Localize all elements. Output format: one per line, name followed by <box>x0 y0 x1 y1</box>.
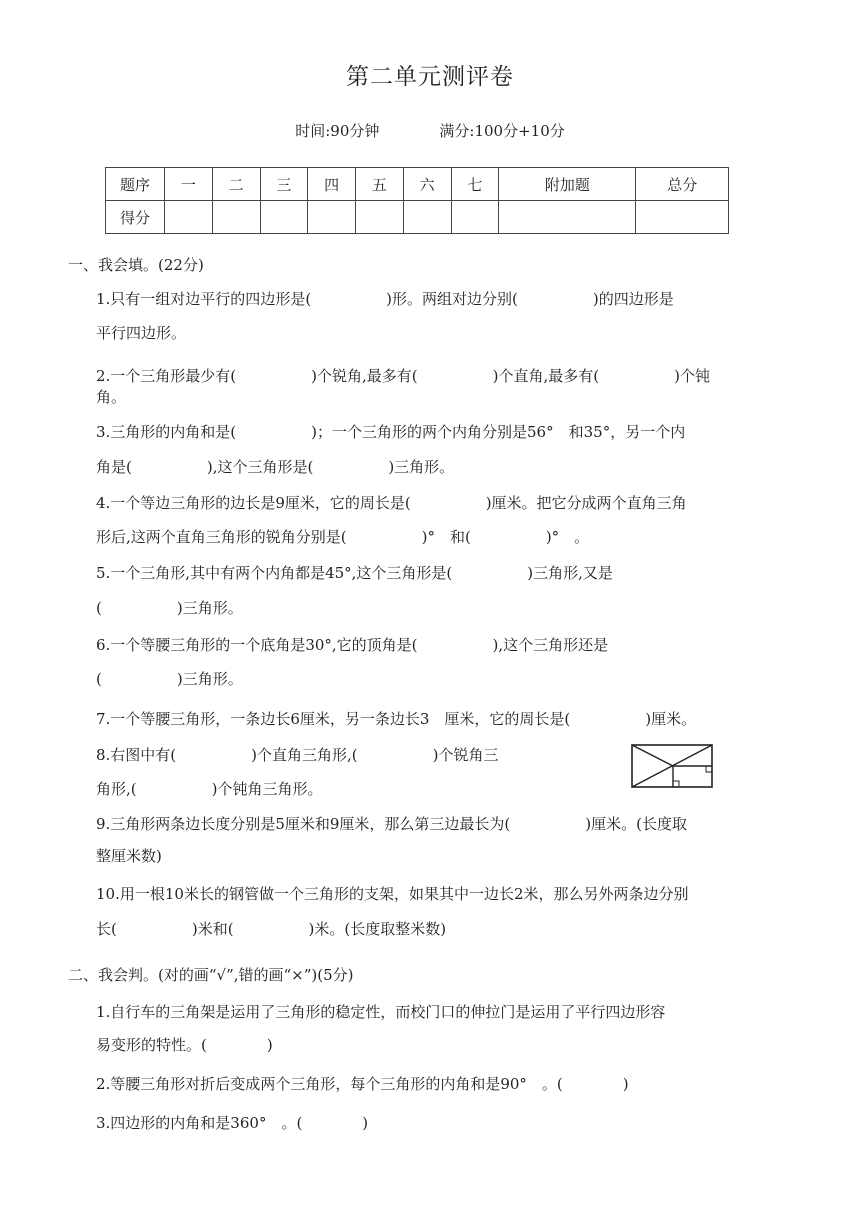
question-line: 2.等腰三角形对折后变成两个三角形，每个三角形的内角和是90° 。( ) <box>96 1075 629 1093</box>
question-line: 形后,这两个直角三角形的锐角分别是( )° 和( )° 。 <box>96 528 590 546</box>
score-header-cell: 四 <box>308 168 356 201</box>
rectangle-triangles-figure <box>631 744 713 788</box>
question-line: 8.右图中有( )个直角三角形,( )个锐角三 <box>96 746 499 764</box>
score-header-cell: 题序 <box>106 168 165 201</box>
exam-meta <box>0 120 860 141</box>
score-header-cell: 六 <box>403 168 451 201</box>
question-line: 3.三角形的内角和是( )；一个三角形的两个内角分别是56° 和35°，另一个内 <box>96 423 686 441</box>
page-title: 第二单元测评卷 <box>346 64 514 90</box>
score-header-cell: 总分 <box>636 168 729 201</box>
score-header-cell: 二 <box>212 168 260 201</box>
score-cell[interactable] <box>451 201 499 234</box>
score-cell[interactable] <box>403 201 451 234</box>
score-cell[interactable] <box>499 201 636 234</box>
question-line: 7.一个等腰三角形，一条边长6厘米，另一条边长3 厘米，它的周长是( )厘米。 <box>96 710 697 728</box>
section-heading-fill: 一、我会填。(22分) <box>68 256 204 274</box>
question-line: 角是( ),这个三角形是( )三角形。 <box>96 458 455 476</box>
section-heading-judge: 二、我会判。(对的画“√”,错的画“×”)(5分) <box>68 966 354 984</box>
score-cell[interactable] <box>260 201 308 234</box>
score-row-label: 得分 <box>106 201 165 234</box>
question-line: 4.一个等边三角形的边长是9厘米，它的周长是( )厘米。把它分成两个直角三角 <box>96 494 687 512</box>
question-line: 3.四边形的内角和是360° 。( ) <box>96 1114 369 1132</box>
question-line: 整厘米数) <box>96 847 162 865</box>
question-line: 长( )米和( )米。(长度取整米数) <box>96 920 447 938</box>
exam-full-score: 满分:100分+10分 <box>439 122 565 140</box>
score-header-cell: 七 <box>451 168 499 201</box>
question-line: 角形,( )个钝角三角形。 <box>96 780 323 798</box>
score-table <box>105 167 729 234</box>
question-line: 易变形的特性。( ) <box>96 1036 273 1054</box>
score-cell[interactable] <box>636 201 729 234</box>
question-line: ( )三角形。 <box>96 599 243 617</box>
score-cell[interactable] <box>356 201 404 234</box>
exam-time: 时间:90分钟 <box>295 122 380 140</box>
score-cell[interactable] <box>212 201 260 234</box>
question-line: 1.自行车的三角架是运用了三角形的稳定性，而校门口的伸拉门是运用了平行四边形容 <box>96 1003 666 1021</box>
question-line: 5.一个三角形,其中有两个内角都是45°,这个三角形是( )三角形,又是 <box>96 564 613 582</box>
question-line: 角。 <box>96 388 127 406</box>
score-table-score-row <box>106 201 729 234</box>
question-line: 1.只有一组对边平行的四边形是( )形。两组对边分别( )的四边形是 <box>96 290 674 308</box>
score-header-cell: 一 <box>165 168 213 201</box>
score-header-cell: 五 <box>356 168 404 201</box>
question-line: 6.一个等腰三角形的一个底角是30°,它的顶角是( ),这个三角形还是 <box>96 636 609 654</box>
question-line: 平行四边形。 <box>96 324 187 342</box>
score-cell[interactable] <box>165 201 213 234</box>
score-header-cell: 三 <box>260 168 308 201</box>
score-header-cell: 附加题 <box>499 168 636 201</box>
question-line: 2.一个三角形最少有( )个锐角,最多有( )个直角,最多有( )个钝 <box>96 367 710 385</box>
question-line: ( )三角形。 <box>96 670 243 688</box>
score-table-header-row <box>106 168 729 201</box>
score-cell[interactable] <box>308 201 356 234</box>
question-line: 9.三角形两条边长度分别是5厘米和9厘米，那么第三边最长为( )厘米。(长度取 <box>96 815 687 833</box>
question-line: 10.用一根10米长的钢管做一个三角形的支架，如果其中一边长2米，那么另外两条边分别 <box>96 885 689 903</box>
